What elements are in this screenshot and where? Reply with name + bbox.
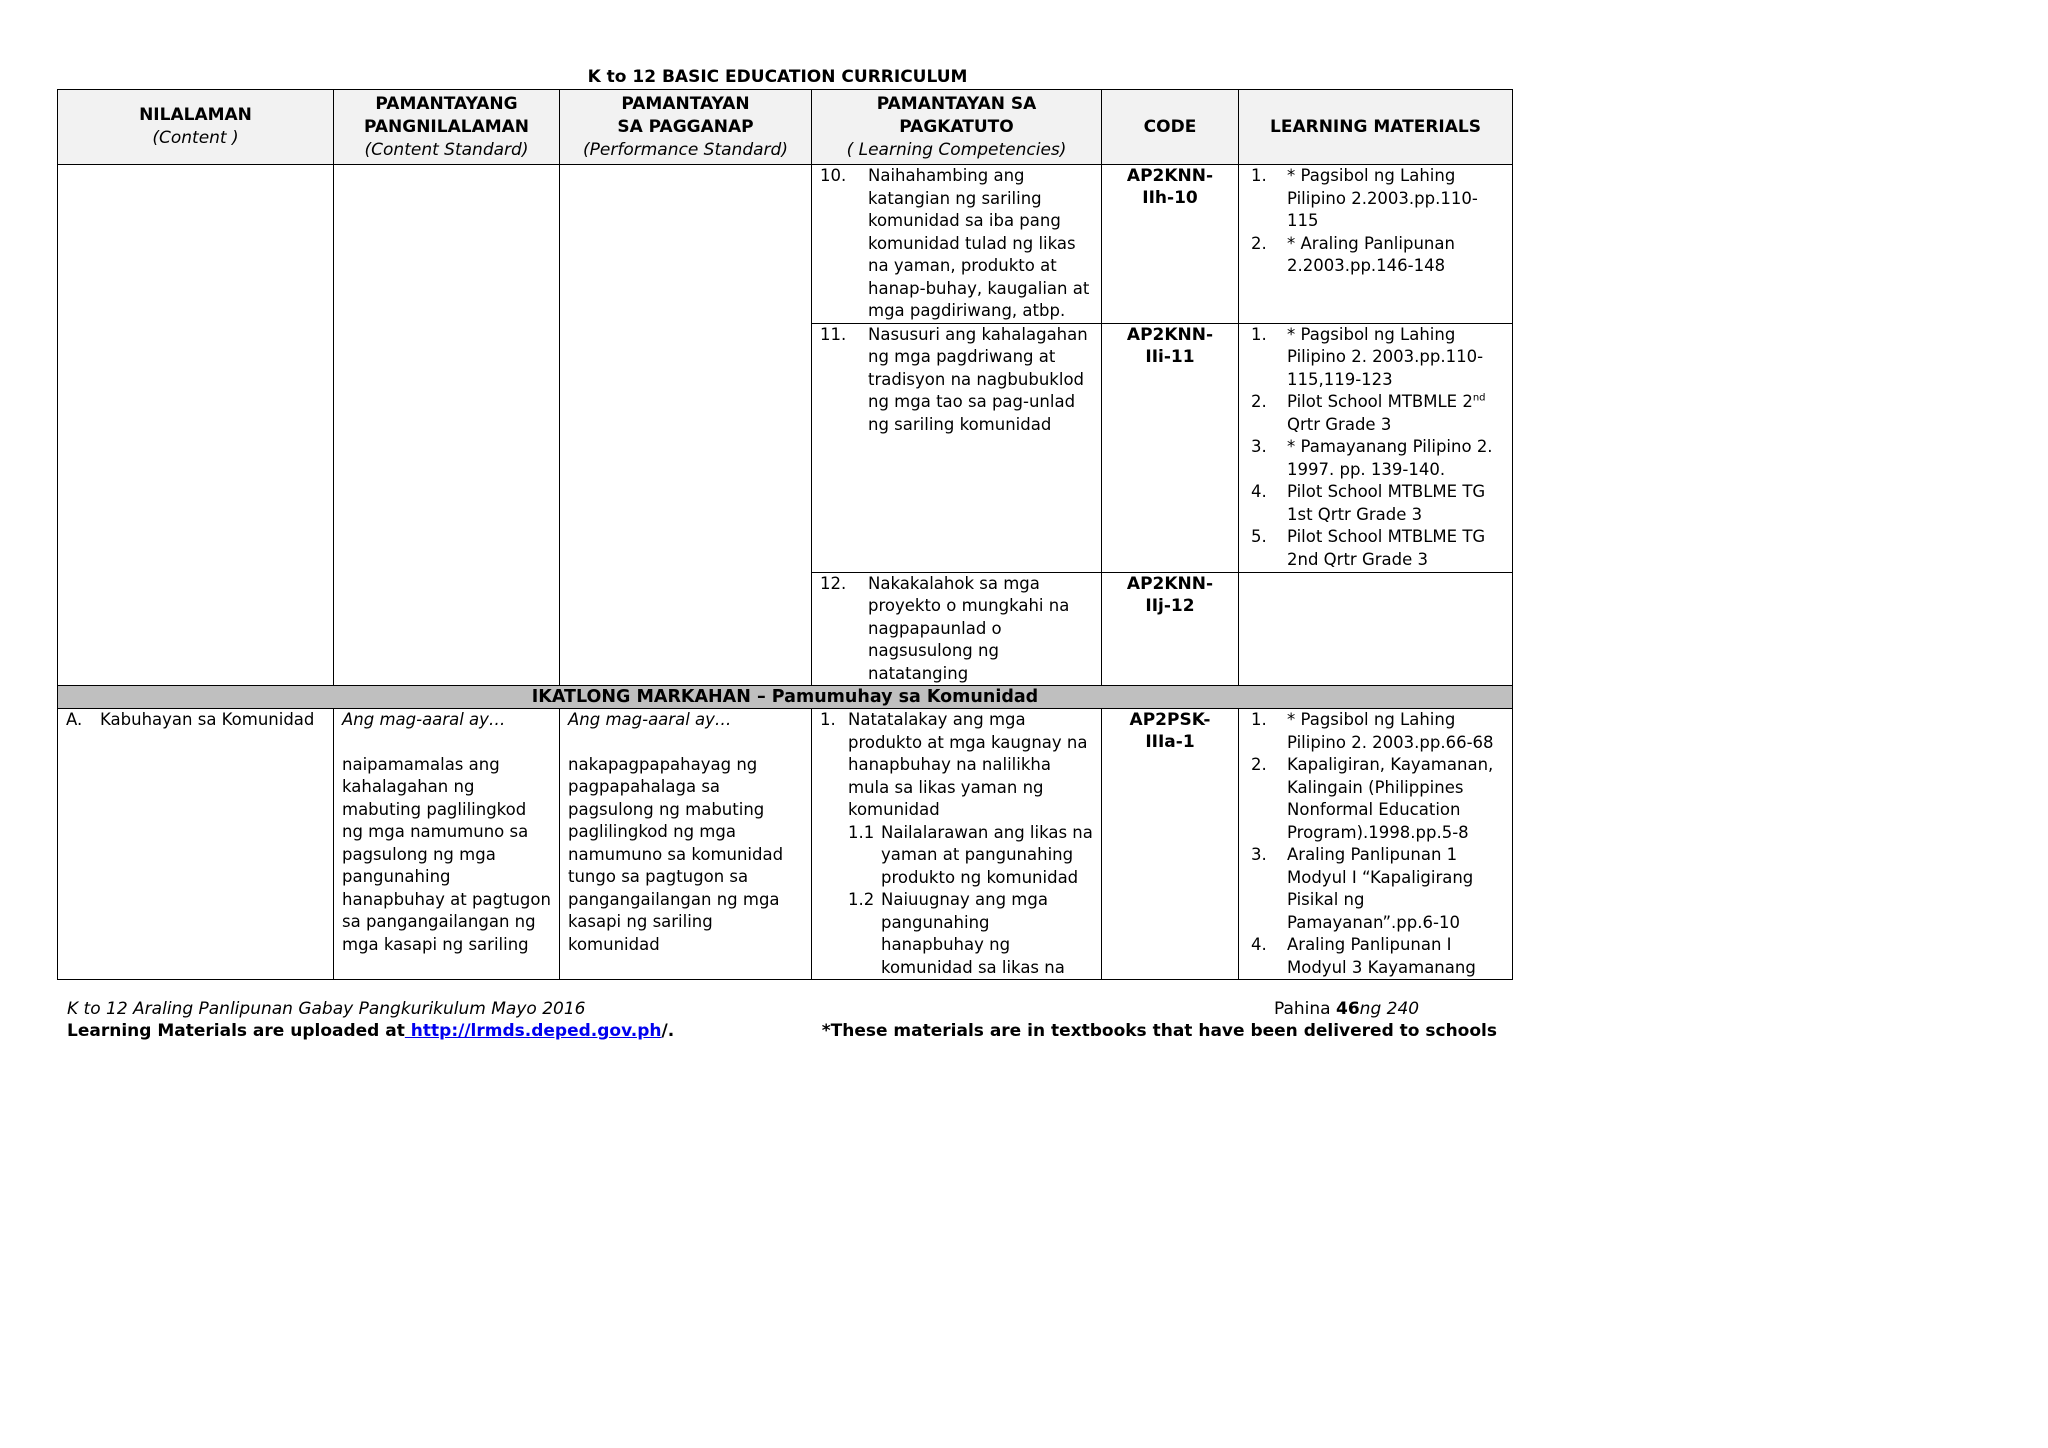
competency-text: Nasusuri ang kahalagahan ng mga pagdriwang at tradisyon na nagbubuklod ng mga tao sa pag-unlad ng sariling komunidad [868,324,1088,434]
document-title: K to 12 BASIC EDUCATION CURRICULUM [587,67,968,87]
materials-cell [1239,165,1513,324]
code-cell [1102,165,1239,324]
competency-number: 1. [820,710,836,729]
footer-page-current: 46 [1336,999,1360,1019]
list-item [1247,391,1504,436]
performance-standard-cell-empty [560,165,812,686]
lrmds-link[interactable]: http://lrmds.deped.gov.ph [404,1021,662,1041]
content-text: Kabuhayan sa Komunidad [100,710,315,729]
performance-standard-cell [560,709,812,980]
curriculum-table [57,89,1513,980]
list-item [1247,481,1504,526]
header-performance-standard-title1: PAMANTAYAN [621,93,750,114]
header-learning-competencies-title2: PAGKATUTO [899,116,1014,137]
header-content-standard-subtitle: (Content Standard) [364,139,529,160]
competency-item [820,573,1093,686]
code-line1: AP2KNN- [1126,324,1214,345]
sub-competency-number: 1.2 [848,890,875,909]
list-item-text: Kapaligiran, Kayamanan, Kalingain (Philippines Nonformal Education Program).1998.pp.5-8 [1287,755,1494,842]
code-line2: IIh-10 [1142,188,1198,208]
list-item [1247,165,1504,233]
header-content-standard [334,90,560,165]
competency-text: Nakakalahok sa mga proyekto o mungkahi na nagpapaunlad o nagsusulong ng natatanging [868,573,1070,683]
header-performance-standard [560,90,812,165]
list-item-text: * Pagsibol ng Lahing Pilipino 2. 2003.pp.66-68 [1287,710,1494,752]
header-content-subtitle: (Content ) [152,128,239,148]
competency-text: Natatalakay ang mga produkto at mga kaugnay na hanapbuhay na nalilikha mula sa likas yaman ng komunidad [848,710,1088,819]
sub-competency-text: Naiuugnay ang mga pangunahing hanapbuhay ng komunidad sa likas na [881,890,1065,977]
competency-number: 10. [820,166,847,185]
list-item [1247,754,1504,844]
content-letter: A. [66,710,83,729]
list-item-text: Araling Panlipunan I Modyul 3 Kayamanang [1287,935,1476,977]
code-line2: IIj-12 [1145,595,1195,616]
materials-cell [1239,709,1513,980]
footer-upload-suffix: /. [661,1021,675,1041]
sub-competency-number: 1.1 [848,822,875,842]
content-standard-intro: Ang mag-aaral ay… [342,710,506,729]
code-line2: IIIa-1 [1145,732,1195,752]
list-item [1247,436,1504,481]
footer-upload-prefix: Learning Materials are uploaded at [67,1021,405,1041]
competency-text: Naihahambing ang katangian ng sariling komunidad sa iba pang komunidad tulad ng likas na yaman, produkto at hanap-buhay, kaugalian at mga pagdiriwang, atbp. [868,166,1090,320]
code-line1: AP2PSK- [1129,710,1211,730]
quarter-header-row [58,686,1513,709]
list-item-text: Pilot School MTBLME TG 2nd Qrtr Grade 3 [1287,527,1486,569]
list-item-text-part1: Pilot School MTBMLE 2 [1287,392,1473,411]
header-content-title: NILALAMAN [139,105,252,125]
list-item-number: 2. [1251,392,1267,411]
superscript-suffix: nd [1472,392,1486,404]
materials-cell [1239,323,1513,572]
header-learning-competencies-subtitle: ( Learning Competencies) [846,139,1067,160]
list-item-number: 4. [1251,482,1267,501]
list-item-text: * Pagsibol ng Lahing Pilipino 2. 2003.pp.110-115,119-123 [1287,324,1484,389]
table-header-row [58,90,1513,165]
list-item [1247,934,1504,979]
list-item-number: 3. [1251,845,1267,864]
list-item-number: 2. [1251,755,1267,774]
code-line1: AP2KNN- [1126,573,1214,594]
code-cell [1102,572,1239,686]
competency-cell [812,709,1102,980]
competency-number: 12. [820,573,847,593]
header-learning-competencies-title1: PAMANTAYAN SA [876,93,1037,114]
list-item-text-part2: Qrtr Grade 3 [1287,414,1392,434]
content-cell-empty [58,165,334,686]
list-item [1247,233,1504,278]
header-learning-materials: LEARNING MATERIALS [1239,90,1513,165]
materials-list [1247,709,1504,979]
performance-standard-text: nakapagpapahayag ng pagpapahalaga sa pagsulong ng mabuting paglilingkod ng mga namumuno sa komunidad tungo sa pagtugon sa pangangailangan ng mga kasapi ng sariling komunidad [568,754,784,954]
competency-cell [812,323,1102,572]
footer-upload-note [67,1021,674,1041]
materials-list [1247,324,1504,572]
list-item [1247,526,1504,571]
content-cell [58,709,334,980]
competency-number: 11. [820,324,847,344]
list-item [1247,324,1504,392]
competency-item [820,165,1093,323]
header-content-standard-title1: PAMANTAYANG [375,93,518,114]
list-item-number: 4. [1251,935,1267,954]
list-item-number: 2. [1251,233,1267,253]
footer-page-suffix: ng 240 [1359,999,1420,1019]
list-item-text: Pilot School MTBLME TG 1st Qrtr Grade 3 [1287,482,1486,524]
list-item-text: Araling Panlipunan 1 Modyul I “Kapaligirang Pisikal ng Pamayanan”.pp.6-10 [1287,845,1474,932]
content-standard-cell-empty [334,165,560,686]
header-performance-standard-subtitle: (Performance Standard) [583,139,788,160]
list-item-number: 1. [1251,710,1267,729]
performance-standard-intro: Ang mag-aaral ay… [568,710,732,729]
sub-competency-text: Nailalarawan ang likas na yaman at pangunahing produkto ng komunidad [881,822,1093,887]
table-row [58,709,1513,980]
list-item-text: * Pagsibol ng Lahing Pilipino 2.2003.pp.110-115 [1287,166,1478,230]
header-content [58,90,334,165]
footer-guide-title: K to 12 Araling Panlipunan Gabay Pangkurikulum Mayo 2016 [67,999,586,1019]
list-item-text [1287,391,1504,436]
header-performance-standard-title2: SA PAGGANAP [617,116,754,137]
list-item-number: 1. [1251,166,1267,185]
footer-page-number [1274,999,1419,1019]
list-item [1247,709,1504,754]
competency-cell [812,572,1102,686]
header-content-standard-title2: PANGNILALAMAN [363,116,530,137]
sub-competency-item [820,822,1093,890]
competency-item [820,324,1093,437]
materials-cell-empty [1239,572,1513,686]
list-item-text: * Pamayanang Pilipino 2. 1997. pp. 139-140. [1287,437,1493,479]
footer-textbook-note: *These materials are in textbooks that have been delivered to schools [821,1021,1497,1041]
materials-list [1247,165,1504,278]
code-line2: IIi-11 [1145,346,1195,367]
code-cell [1102,323,1239,572]
list-item-number: 5. [1251,527,1267,546]
content-standard-text: naipamamalas ang kahalagahan ng mabuting paglilingkod ng mga namumuno sa pagsulong ng mga pangunahing hanapbuhay at pagtugon sa pangangailangan ng mga kasapi ng sariling [342,754,551,954]
quarter-header: IKATLONG MARKAHAN – Pamumuhay sa Komunidad [58,686,1513,709]
sub-competency-item [820,889,1093,979]
list-item-text: * Araling Panlipunan 2.2003.pp.146-148 [1287,233,1455,275]
header-code: CODE [1102,90,1239,165]
list-item [1247,844,1504,934]
competency-cell [812,165,1102,324]
competency-item [820,709,1093,822]
content-item [66,709,325,732]
content-standard-cell [334,709,560,980]
table-row [58,165,1513,324]
code-line1: AP2KNN- [1126,166,1214,186]
list-item-number: 3. [1251,437,1267,456]
footer-page-prefix: Pahina [1274,999,1336,1019]
list-item-number: 1. [1251,324,1267,344]
code-cell [1102,709,1239,980]
header-learning-competencies [812,90,1102,165]
